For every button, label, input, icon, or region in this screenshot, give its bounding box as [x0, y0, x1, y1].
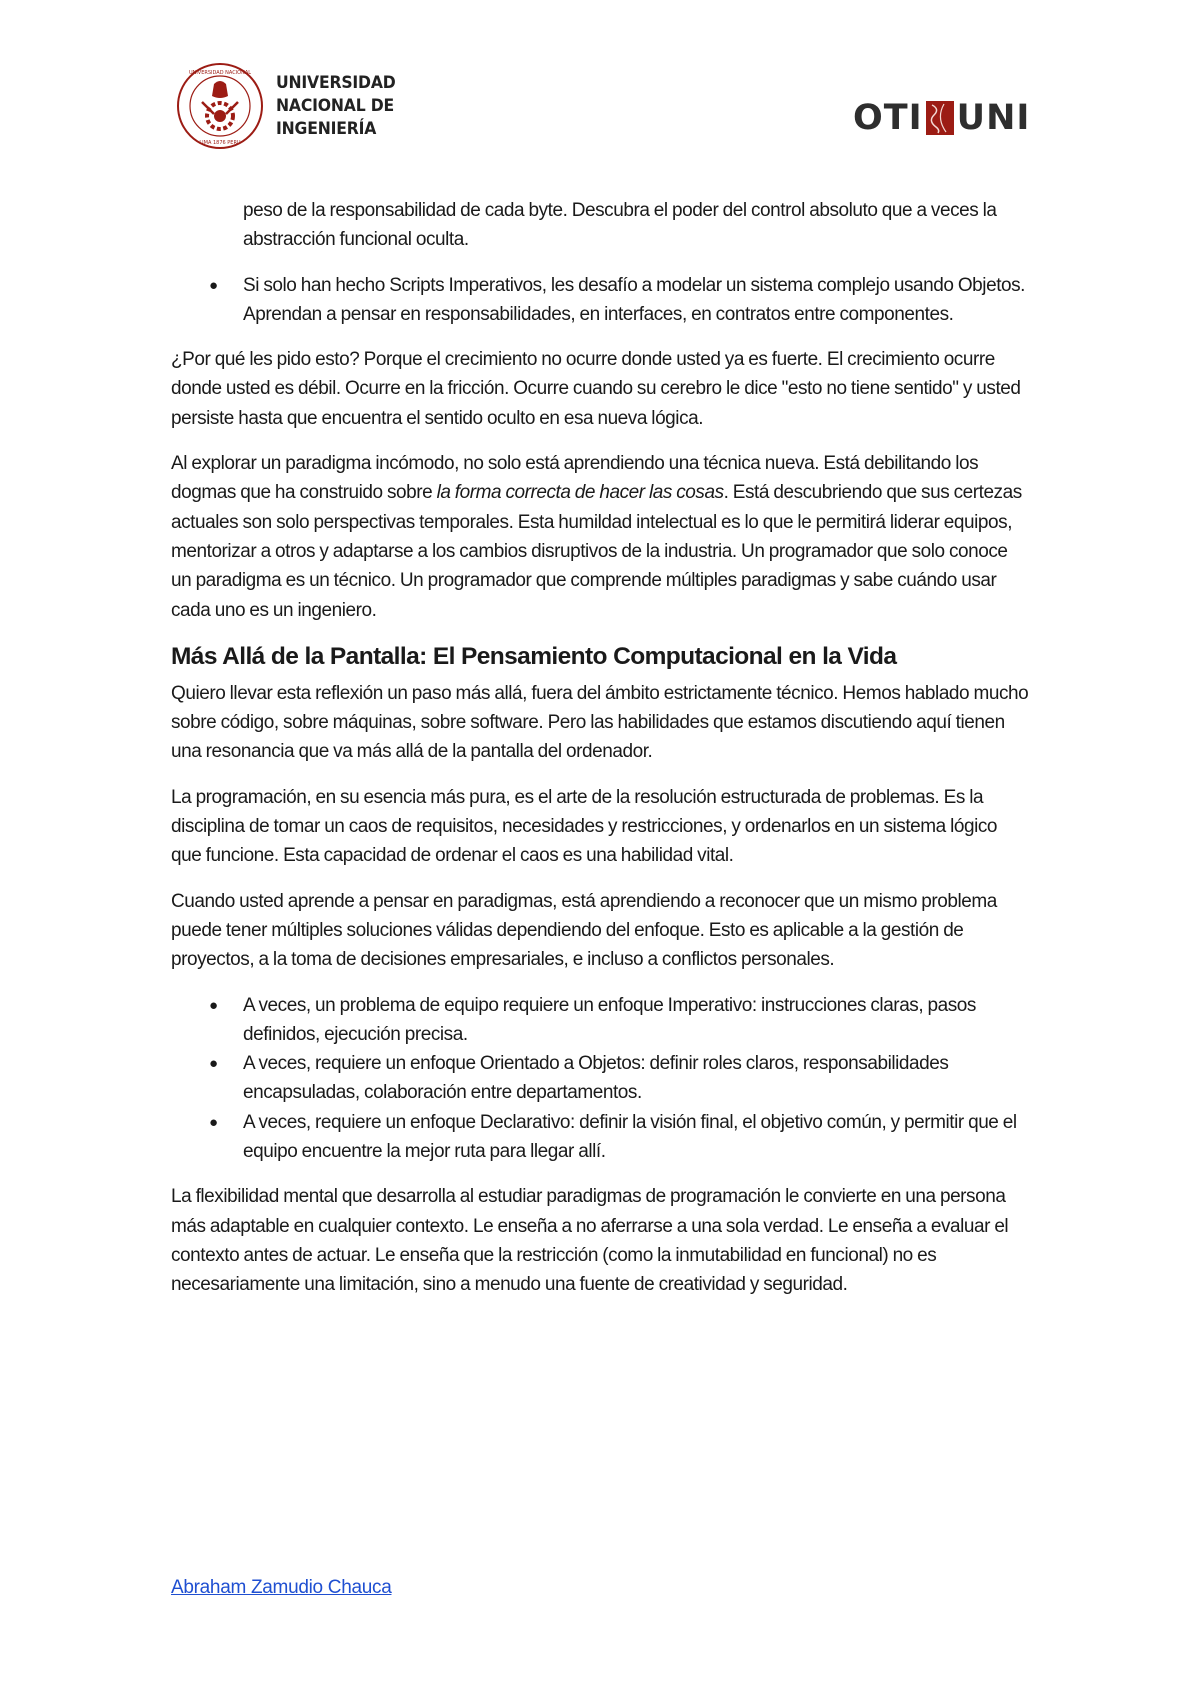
italic-emphasis: la forma correcta de hacer las cosas — [436, 482, 724, 504]
svg-text:LIMA 1876 PERU: LIMA 1876 PERU — [199, 140, 241, 146]
university-logo — [176, 62, 406, 150]
university-seal-icon — [176, 62, 264, 150]
bullet-icon: ● — [209, 1113, 218, 1131]
university-name — [276, 72, 396, 141]
list-item — [171, 991, 1031, 1050]
paragraph: ¿Por qué les pido esto? Porque el crecimiento no ocurre donde usted ya es fuerte. El crecimiento ocurre donde usted es débil. Ocurre en la fricción. Ocurre cuando su cerebro le dice "esto no tiene sentido" y usted persiste hasta que encuentra el sentido oculto en esa nueva lógica. — [171, 349, 1021, 429]
paragraph — [171, 449, 1031, 625]
section-heading: Más Allá de la Pantalla: El Pensamiento Computacional en la Vida — [171, 642, 897, 670]
author-link[interactable]: Abraham Zamudio Chauca — [171, 1577, 392, 1598]
list-item — [171, 1108, 1031, 1167]
oti-uni-logo — [853, 100, 1030, 136]
university-name-line: UNIVERSIDAD — [276, 72, 396, 93]
challenge-bullet-list — [171, 271, 1031, 330]
svg-text:UNIVERSIDAD NACIONAL: UNIVERSIDAD NACIONAL — [188, 70, 252, 76]
list-item — [171, 1049, 1031, 1108]
page-header — [0, 0, 1192, 170]
list-item-text: A veces, requiere un enfoque Orientado a Objetos: definir roles claros, responsabilidades encapsuladas, colaboración entre departamentos. — [243, 1053, 949, 1104]
oti-logo-text-left: OTI — [853, 98, 923, 138]
paragraph: Cuando usted aprende a pensar en paradigmas, está aprendiendo a reconocer que un mismo problema puede tener múltiples soluciones válidas dependiendo del enfoque. Esto es aplicable a la gestión de proyectos, a la toma de decisiones empresariales, e incluso a conflictos personales. — [171, 890, 997, 971]
oti-logo-text-right: UNI — [956, 98, 1031, 138]
oti-logo-mark-icon — [926, 101, 954, 135]
paragraph: Quiero llevar esta reflexión un paso más allá, fuera del ámbito estrictamente técnico. Hemos hablado mucho sobre código, sobre máquinas, sobre software. Pero las habilidades que estamos discutiendo aquí tienen una resonancia que va más allá de la pantalla del ordenador. — [171, 682, 1029, 763]
paragraph-text: Al explorar un paradigma incómodo, no solo está aprendiendo una técnica nueva. Está debilitando los dogmas que ha construido sobre — [171, 453, 979, 504]
bullet-icon: ● — [209, 276, 218, 294]
paragraph: La programación, en su esencia más pura, es el arte de la resolución estructurada de problemas. Es la disciplina de tomar un caos de requisitos, necesidades y restricciones, y ordenarlos en un sistema lógico que funcione. Esta capacidad de ordenar el caos es una habilidad vital. — [171, 786, 998, 867]
paragraph-text: . Está descubriendo que sus certezas actuales son solo perspectivas temporales. Esta humildad intelectual es lo que le permitirá liderar equipos, mentorizar a otros y adaptarse a los cambios disruptivos de la industria. Un programador que solo conoce un paradigma es un técnico. Un programador que comprende múltiples paradigmas y sabe cuándo usar cada uno es un ingeniero. — [171, 482, 1022, 621]
list-item-text: Si solo han hecho Scripts Imperativos, les desafío a modelar un sistema complejo usando Objetos. Aprendan a pensar en responsabilidades, en interfaces, en contratos entre componentes. — [243, 274, 1026, 325]
list-item-text: A veces, un problema de equipo requiere un enfoque Imperativo: instrucciones claras, pasos definidos, ejecución precisa. — [243, 994, 976, 1045]
bullet-continuation: peso de la responsabilidad de cada byte. Descubra el poder del control absoluto que a veces la abstracción funcional oculta. — [243, 200, 997, 251]
list-item — [171, 271, 1031, 330]
paragraph: La flexibilidad mental que desarrolla al estudiar paradigmas de programación le convierte en una persona más adaptable en cualquier contexto. Le enseña a no aferrarse a una sola verdad. Le enseña a evaluar el contexto antes de actuar. Le enseña que la restricción (como la inmutabilidad en funcional) no es necesariamente una limitación, sino a menudo una fuente de creatividad y seguridad. — [171, 1186, 1009, 1296]
university-name-line: NACIONAL DE — [276, 95, 395, 116]
document-body — [171, 196, 1031, 1316]
bullet-icon: ● — [209, 1055, 218, 1073]
bullet-icon: ● — [209, 996, 218, 1014]
approach-bullet-list — [171, 991, 1031, 1167]
university-name-line: INGENIERÍA — [276, 118, 377, 139]
list-item-text: A veces, requiere un enfoque Declarativo: definir la visión final, el objetivo común, y permitir que el equipo encuentre la mejor ruta para llegar allí. — [243, 1111, 1017, 1163]
